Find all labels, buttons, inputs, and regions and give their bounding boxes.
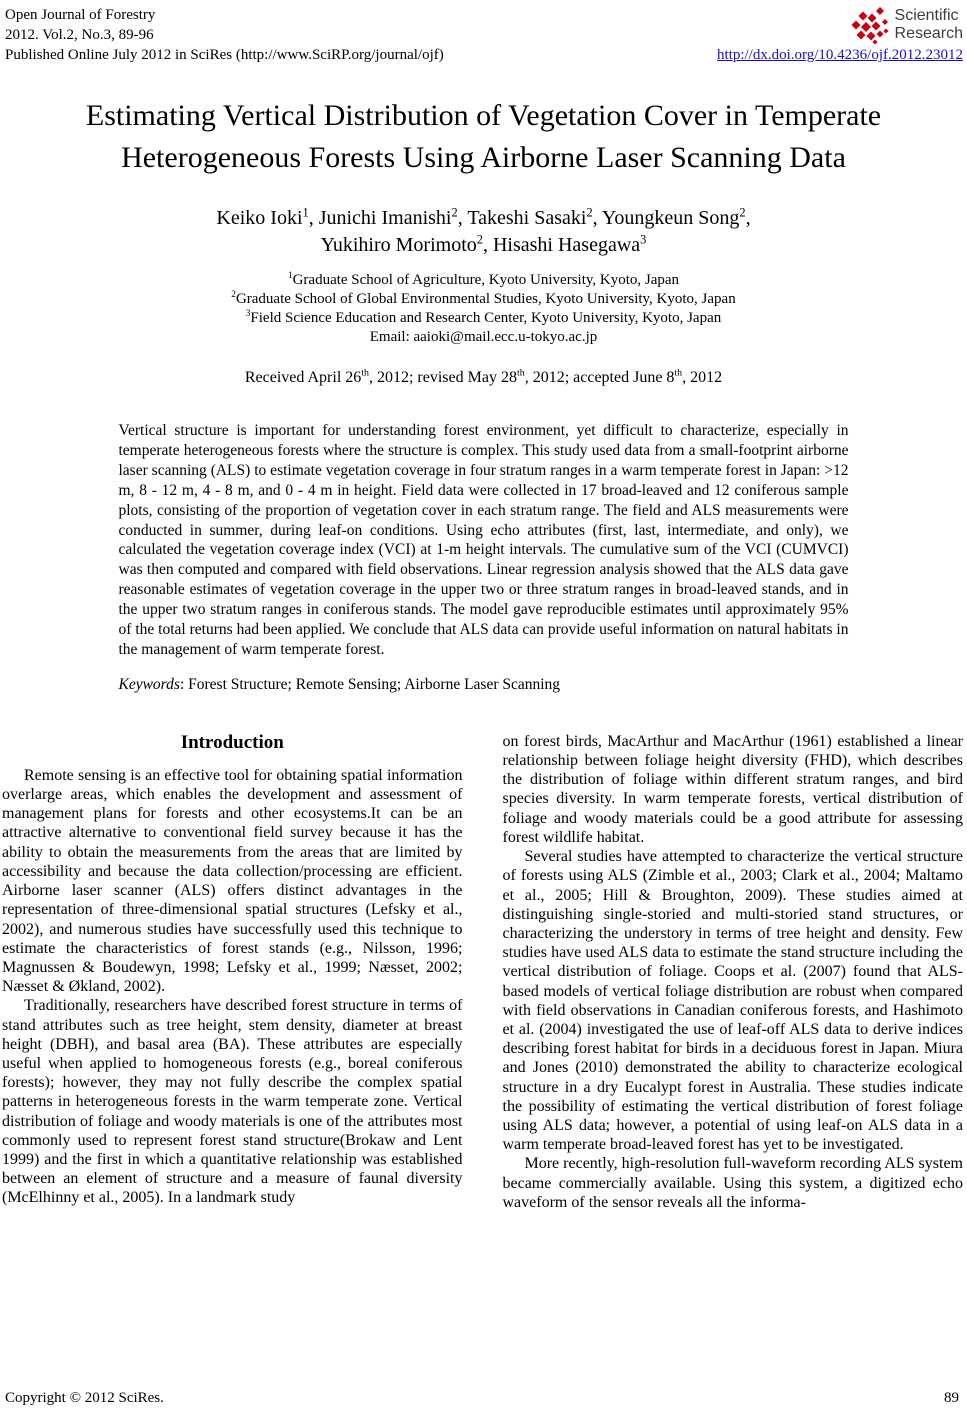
paper-title: Estimating Vertical Distribution of Vegetation Cover in Temperate Heterogeneous Forests Using Airborne Laser Scanning Data — [85, 99, 882, 174]
keywords-line: Keywords: Forest Structure; Remote Sensing; Airborne Laser Scanning — [118, 675, 561, 693]
intro-heading: Introduction — [180, 731, 284, 753]
scires-diamond-logo-icon — [851, 5, 891, 45]
body-paragraph: More recently, high-resolution full-waveform recording ALS system became commercially available. Using this system, a digitized echo waveform of the sensor reveals all the informa- — [502, 1155, 963, 1211]
page-header — [0, 0, 967, 65]
received-line: Received April 26th, 2012; revised May 28th, 2012; accepted June 8th, 2012 — [244, 367, 723, 386]
scientific-research-logo — [717, 5, 963, 45]
affiliations — [0, 271, 967, 328]
author-line-2: Yukihiro Morimoto$^2$, Hisashi Hasegawa$^3$ — [320, 232, 647, 256]
body-paragraph: Traditionally, researchers have described forest structure in terms of stand attributes such as tree height, stem density, diameter at breast height (DBH), and basal area (BA). These attributes are especially useful when applied to homogeneous forests (e.g., boreal coniferous forests); however, they may not fully describe the complex spatial patterns in heterogeneous forests in the warm temperate zone. Vertical distribution of foliage and woody materials is one of the attributes most commonly used to represent forest stand structure(Brokaw and Lent 1999) and the first in which a quantitative relationship was established between an element of structure and a measure of faunal diversity (McElhinny et al., 2005). In a landmark study — [2, 997, 463, 1207]
affiliation-2: $^2$Graduate School of Global Environmental Studies, Kyoto University, Kyoto, Japan — [231, 290, 736, 307]
body-paragraph: on forest birds, MacArthur and MacArthur (1961) established a linear relationship between foliage height diversity (FHD), which describes the distribution of foliage within different stratum ranges, and bird species diversity. In warm temperate forests, vertical distribution of foliage and woody materials could be a good attribute for assessing forest wildlife habitat. — [502, 732, 963, 846]
journal-issue: 2012. Vol.2, No.3, 89-96 — [5, 27, 154, 43]
left-column — [2, 732, 463, 1212]
journal-title: Open Journal of Forestry — [5, 7, 156, 23]
page-number: 89 — [944, 1390, 959, 1406]
publisher-block — [717, 5, 963, 64]
copyright-notice: Copyright © 2012 SciRes. — [5, 1390, 164, 1406]
author-line-1: Keiko Ioki$^1$, Junichi Imanishi$^2$, Takeshi Sasaki$^2$, Youngkeun Song$^2$, — [216, 205, 751, 229]
published-info: Published Online July 2012 in SciRes (http://www.SciRP.org/journal/ojf) — [5, 47, 444, 63]
article-body — [0, 732, 967, 1212]
body-paragraph: Several studies have attempted to characterize the vertical structure of forests using ALS (Zimble et al., 2003; Clark et al., 2004; Maltamo et al., 2005; Hill & Broughton, 2009). These studies aimed at distinguishing single-storied and multi-storied stand structures, or characterizing the understory in terms of tree height and density. Few studies have used ALS data to estimate the stand structure including the vertical distribution of foliage. Coops et al. (2007) found that ALS-based models of vertical foliage distribution are robust when compared with field observations in Canadian coniferous forests, and Hashimoto et al. (2004) investigated the use of leaf-off ALS data to derive indices describing forest habitat for birds in a deciduous forest in Japan. Miura and Jones (2010) demonstrated the ability to characterize ecological structure in a dry Eucalypt forest in Australia. These studies indicate the possibility of estimating the vertical distribution of forest foliage using ALS data; however, a potential of using leaf-on ALS data in a warm temperate broad-leaved forest has yet to be investigated. — [502, 848, 963, 1154]
email-line: Email: aaioki@mail.ecc.u-tokyo.ac.jp — [369, 329, 598, 345]
body-paragraph: Remote sensing is an effective tool for obtaining spatial information overlarge areas, which enables the development and assessment of management plans for forests and other ecosystems.It can be an attractive alternative to conventional field survey because it has the ability to obtain the measurements from the areas that are limited by accessibility and because the data collection/processing are efficient. Airborne laser scanner (ALS) offers distinct advantages in the representation of three-dimensional spatial structures (Lefsky et al., 2002), and numerous studies have successfully used this technique to estimate the characteristics of forest stands (e.g., Nilsson, 1996; Magnussen & Boudewyn, 1998; Lefsky et al., 1999; Næsset, 2002; Næsset & Økland, 2002). — [2, 766, 463, 996]
affiliation-1: $^1$Graduate School of Agriculture, Kyoto University, Kyoto, Japan — [287, 271, 680, 288]
right-column — [503, 732, 964, 1212]
author-list — [0, 205, 967, 259]
journal-info — [5, 5, 444, 65]
logo-wordmark: Scientific Research — [894, 7, 963, 42]
affiliation-3: $^3$Field Science Education and Research Center, Kyoto University, Kyoto, Japan — [245, 309, 722, 326]
doi-link[interactable]: http://dx.doi.org/10.4236/ojf.2012.23012 — [717, 47, 963, 63]
page-footer — [5, 1390, 959, 1407]
abstract-text: Vertical structure is important for understanding forest environment, yet difficult to characterize, especially in temperate heterogeneous forests where the structure is complex. This study used data from a small-footprint airborne laser scanning (ALS) to estimate vegetation coverage in four stratum ranges in a warm temperate forest in Japan: >12 m, 8 - 12 m, 4 - 8 m, and 0 - 4 m in height. Field data were collected in 17 broad-leaved and 12 coniferous sample plots, consisting of the proportion of vegetation cover in each stratum range. The field and ALS measurements were conducted in summer, during leaf-on conditions. Using echo attributes (first, last, intermediate, and only), we calculated the vegetation coverage index (VCI) at 1-m height intervals. The cumulative sum of the VCI (CUMVCI) was then computed and compared with field observations. Linear regression analysis showed that the ALS data gave reasonable estimates of vegetation coverage in the upper two or three stratum ranges in broad-leaved stands, and in the upper two stratum ranges in coniferous stands. The model gave reproducible estimates until approximately 95% of the total returns had been applied. We conclude that ALS data can provide useful information on natural habitats in the management of warm temperate forest. — [118, 422, 849, 658]
